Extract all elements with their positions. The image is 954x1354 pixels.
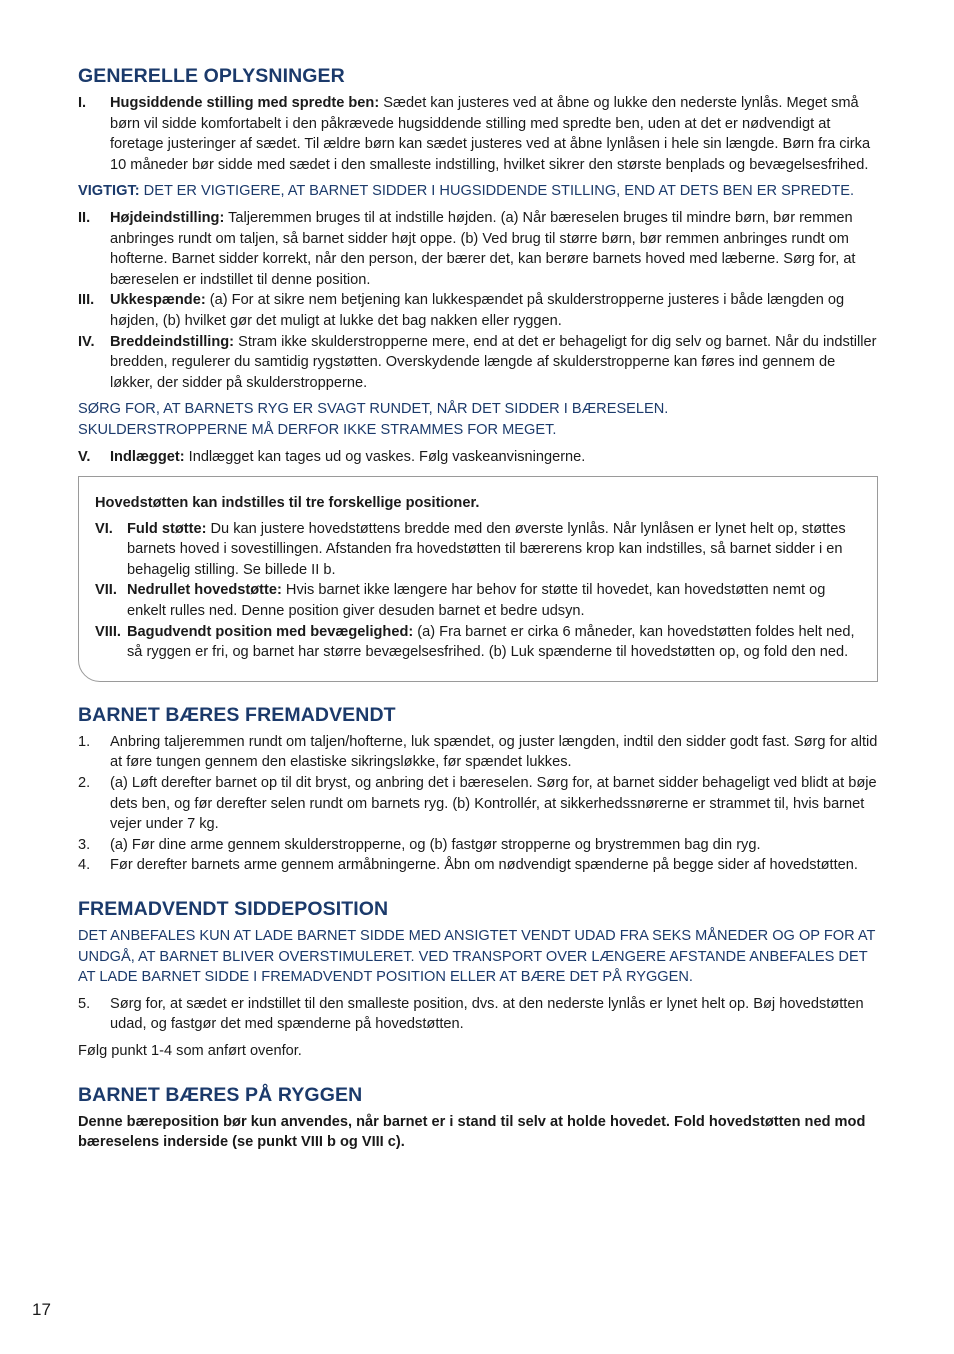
step-item [78,855,878,876]
item-number: VII. [95,582,117,599]
item-text: Indlægget kan tages ud og vaskes. Følg vaskeanvisningerne. [184,448,586,465]
item-body [127,519,867,581]
item-title: Hugsiddende stilling med spredte ben: [110,95,380,111]
page-number: 17 [32,1300,51,1319]
item-text: Taljeremmen bruges til at indstille højden. (a) Når bæreselen bruges til mindre børn, bør remmen anbringes rundt om taljen, så barnet sidder højt oppe. (b) Ved brug til større børn, bør remmen anbringes rundt om hofterne. Barnet sidder korrekt, når den person, der bærer det, kan berøre barnets hoved med læberne. Sørg for, at bæreselen er indstillet til denne position. [110,209,856,288]
list-item-i [78,93,878,175]
item-body [127,622,867,663]
item-number: V. [78,448,91,465]
step-number: 4. [78,857,91,874]
list-item-ii [78,208,878,290]
step-number: 1. [78,733,91,750]
item-title: Fuld støtte: [127,520,207,537]
item-body [127,580,867,621]
list-item-iv [78,332,878,394]
back-text: Denne bæreposition bør kun anvendes, når barnet er i stand til selv at holde hovedet. Fold hovedstøtten ned mod bæreselens inderside (se punkt VIII b og VIII c). [78,1113,866,1151]
general-list-cont [78,208,878,393]
front-steps [78,732,878,876]
warning-label: VIGTIGT: [78,183,140,200]
step-number: 5. [78,995,91,1012]
item-title: Indlægget: [110,448,185,465]
warning-important [78,181,878,202]
section-heading-facing: FREMADVENDT SIDDEPOSITION [78,898,389,920]
step-item [78,835,878,856]
list-item-viii [95,622,867,663]
step-item [78,732,878,773]
item-number: I. [78,95,87,111]
item-body [110,290,878,331]
warning-facing: DET ANBEFALES KUN AT LADE BARNET SIDDE MED ANSIGTET VENDT UDAD FRA SEKS MÅNEDER OG OP FOR AT UNDGÅ, AT BARNET BLIVER OVERSTIMULERET. VED TRANSPORT OVER LÆNGERE AFSTANDE ANBEFALES DET AT LADE BARNET SIDDE I FREMADVENDT POSITION ELLER AT BÆRE DET PÅ RYGGEN. [78,928,876,986]
item-number: III. [78,292,95,309]
list-item-v [78,447,878,468]
list-item-iii [78,290,878,331]
item-body [110,208,878,290]
step-text: (a) Før dine arme gennem skulderstropperne, og (b) fastgør stropperne og brystremmen bag din ryg. [110,836,761,853]
manual-page [78,63,878,1153]
list-item-vii [95,580,867,621]
headrest-box [78,476,878,682]
item-number: VIII. [95,623,121,640]
facing-note: Følg punkt 1-4 som anført ovenfor. [78,1042,302,1059]
step-item [78,994,878,1035]
item-title: Højdeindstilling: [110,209,225,226]
box-title: Hovedstøtten kan indstilles til tre forskellige positioner. [95,495,480,512]
item-text: (a) Fra barnet er cirka 6 måneder, kan hovedstøtten foldes helt ned, så ryggen er fri, og barnet har større bevægelsesfrihed. (b) Luk spænderne til hovedstøtten op, og fold den ned. [127,623,855,661]
item-title: Bagudvendt position med bevægelighed: [127,623,414,640]
step-text: Sørg for, at sædet er indstillet til den smalleste position, dvs. at den nederste lynlås er lynet helt op. Bøj hovedstøtten udad, og fastgør det med spænderne på hovedstøtten. [110,995,864,1033]
step-text: Før derefter barnets arme gennem armåbningerne. Åbn om nødvendigt spænderne på begge sider af hovedstøtten. [110,857,858,874]
general-list-end [78,447,878,468]
item-text: Du kan justere hovedstøttens bredde med den øverste lynlås. Når lynlåsen er lynet helt op, støttes barnets hoved i sovestillingen. Afstanden fra hovedstøtten til bærerens krop kan indstilles, så barnet sidder i en behagelig stilling. Se billede II b. [127,520,846,578]
step-number: 3. [78,836,91,853]
item-title: Ukkespænde: [110,292,206,309]
item-title: Breddeindstilling: [110,333,235,350]
item-number: II. [78,209,91,226]
section-heading-back: BARNET BÆRES PÅ RYGGEN [78,1083,363,1106]
item-body [110,447,878,468]
item-body [110,332,878,394]
warning-text: DET ER VIGTIGERE, AT BARNET SIDDER I HUGSIDDENDE STILLING, END AT DETS BEN ER SPREDTE. [139,183,855,200]
step-number: 2. [78,775,91,792]
item-number: VI. [95,520,113,537]
item-title: Nedrullet hovedstøtte: [127,582,282,599]
item-text: Hvis barnet ikke længere har behov for støtte til hovedet, kan hovedstøtten nemt og enkelt rulles ned. Denne position giver desuden barnet et bedre udsyn. [127,582,826,620]
step-text: Anbring taljeremmen rundt om taljen/hofterne, luk spændet, og juster længden, indtil den sidder godt fast. Sørg for altid at føre tungen gennem den elastiske sikringsløkke, før spændet lukkes. [110,733,878,771]
item-text: (a) For at sikre nem betjening kan lukkespændet på skulderstropperne justeres i både længden og højden, (b) hvilket gør det muligt at lukke det bag nakken eller ryggen. [110,292,845,329]
section-heading-general: GENERELLE OPLYSNINGER [78,65,345,87]
step-item [78,773,878,835]
step-text: (a) Løft derefter barnet op til dit bryst, og anbring det i bæreselen. Sørg for, at barnet sidder behageligt ved blidt at bøje dets ben, og før derefter selen rundt om barnets ryg. (b) Kontrollér, at sikkerhedssnørerne er strammet til, hvis barnet vejer under 7 kg. [110,775,877,833]
item-text: Sædet kan justeres ved at åbne og lukke den nederste lynlås. Meget små børn vil sidde komfortabelt i den påkrævede hugsiddende stilling med spredte ben, uden at det er nødvendigt at foretage justeringer af sædet. Til ældre børn kan sædet justeres ved at åbne lynlåsen i hele sin længde. Børn fra cirka 10 måneder bør sidde med sædet i den smalleste indstilling, hvilket sikrer den største benplads og bevægelsesfrihed. [110,95,871,173]
general-list [78,93,878,175]
item-body [110,93,878,175]
warning-back-curve: SØRG FOR, AT BARNETS RYG ER SVAGT RUNDET, NÅR DET SIDDER I BÆRESELEN. SKULDERSTROPPERNE MÅ DERFOR IKKE STRAMMES FOR MEGET. [78,401,669,438]
item-text: Stram ikke skulderstropperne mere, end at det er behageligt for dig selv og barnet. Når du indstiller bredden, regulerer du samtidig rygstøtten. Overskydende længde af skulderstropperne kan føres ind gennem de løkker, der sidder på skulderstropperne. [110,333,877,391]
list-item-vi [95,519,867,581]
section-heading-front: BARNET BÆRES FREMADVENDT [78,703,396,726]
item-number: IV. [78,333,95,350]
